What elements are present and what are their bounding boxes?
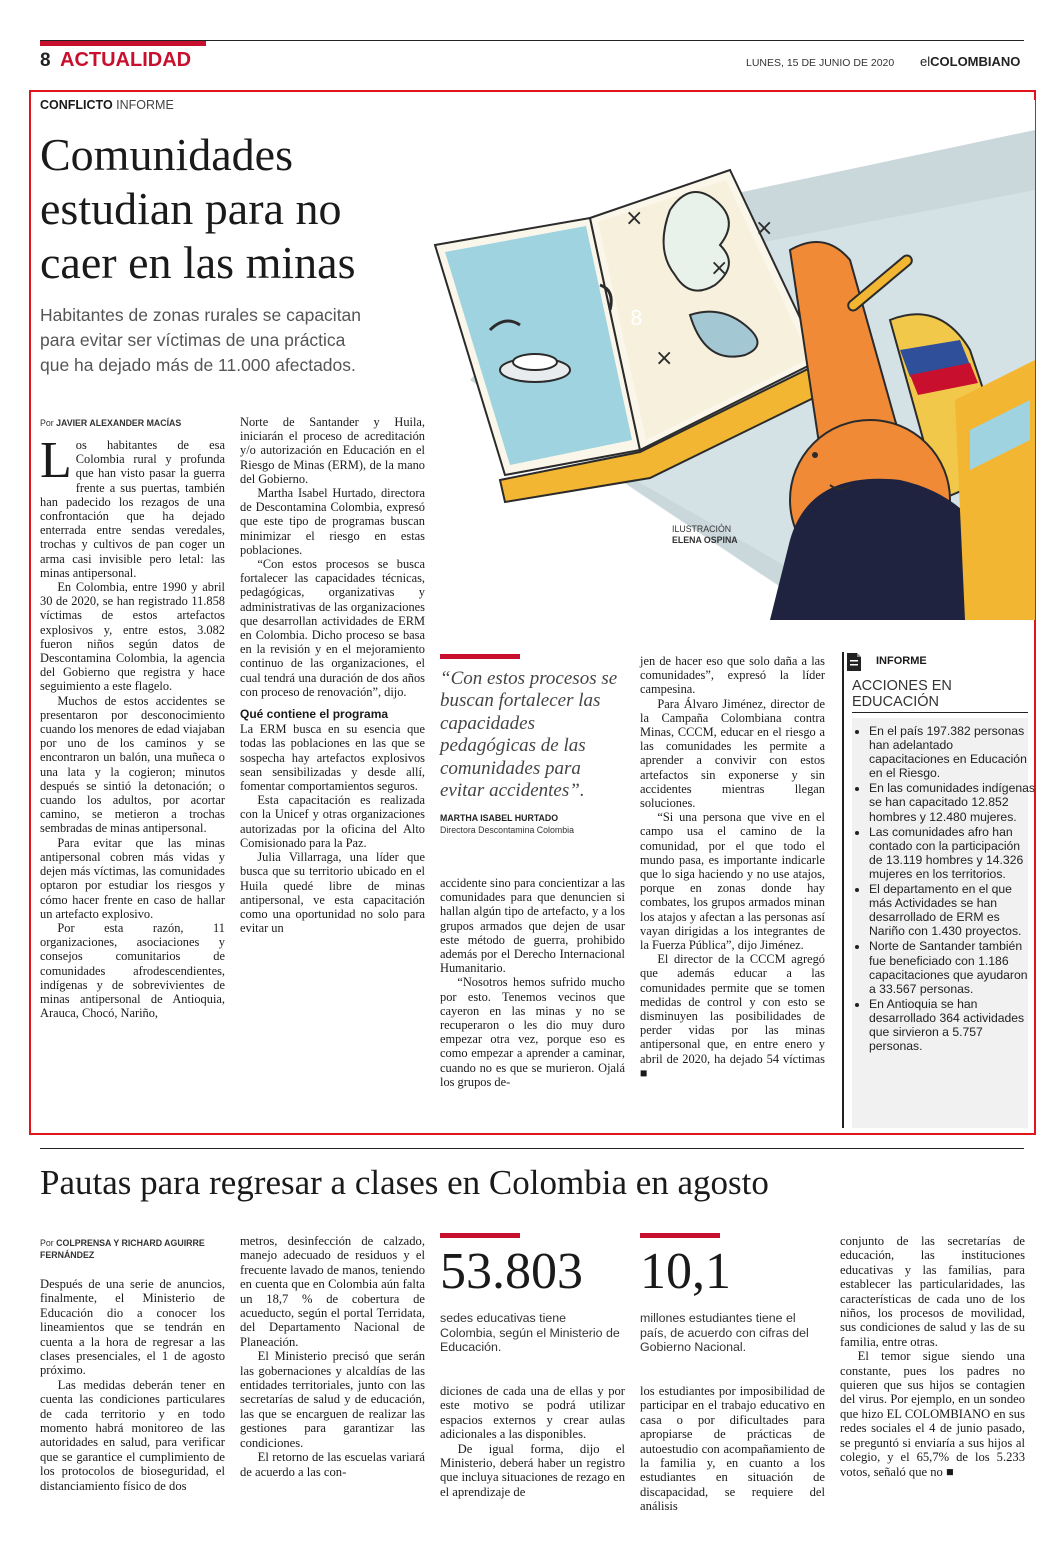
list-item: • En el país 197.382 personas han adelantado capacitaciones en Educación en el Riesgo. xyxy=(869,724,1035,780)
headline xyxy=(40,128,355,290)
illustration-credit-name: ELENA OSPINA xyxy=(672,535,738,545)
quote-role: Directora Descontamina Colombia xyxy=(440,825,574,835)
lead-paragraph xyxy=(40,432,225,580)
svg-text:×: × xyxy=(710,256,729,281)
section-divider-rule xyxy=(40,1148,1024,1149)
paragraph: La ERM busca en su esencia que todas las poblaciones en las que se sospecha hay artefactos explosivos sean sensibilizadas y desde allí, fomentar comportamientos seguros. xyxy=(240,722,425,794)
byline-author: COLPRENSA Y RICHARD AGUIRRE FERNÁNDEZ xyxy=(40,1238,205,1260)
infobox-title-line-2: EDUCACIÓN xyxy=(852,694,940,710)
paragraph: los estudiantes por imposibilidad de participar en el trabajo educativo en casa o por dificultades para apropiarse de prácticas de autoestudio con acompañamiento de la familia y, en cuanto a los estudiantes en situación de discapacidad, se requiere del análisis xyxy=(640,1384,825,1514)
stat1-accent-bar xyxy=(440,1233,520,1238)
paragraph: Norte de Santander y Huila, iniciarán el proceso de acreditación y/o autorización en Educación en el Riesgo de Minas (ERM), de la mano del Gobierno. xyxy=(240,415,425,486)
stat1-value: 53.803 xyxy=(440,1243,583,1300)
paragraph: Para evitar que las minas antipersonal cobren más vidas y dejen más víctimas, las comunidades optaron por estudiar los riesgos y cómo hacer frente en caso de hallar un artefacto explosivo. xyxy=(40,835,225,921)
infobox-label: INFORME xyxy=(876,655,927,667)
lead-paragraph-text: os habitantes de esa Colombia rural y profunda que han visto pasar la guerra frente a sus puertas, también han padecido los rezagos de una confrontación que ha dejado enterrada entre sendas veredales, trochas y cultivos de pan coger un arma casi invisible pero letal: las minas antipersonal. xyxy=(40,438,225,580)
paragraph: “Nosotros hemos sufrido mucho por esto. Tenemos vecinos que cayeron en las minas y no se recuperaron o les dio muy duro empezar otra vez, porque eso es como empezar a aprender a caminar, cuando no es que se murieron. Ojalá los grupos de- xyxy=(440,975,625,1089)
subhead: Qué contiene el programa xyxy=(240,707,389,722)
paragraph: metros, desinfección de calzado, manejo adecuado de residuos y el frecuente lavado de manos, teniendo en cuenta que en Colombia aún falta un 18,7 % de cobertura de acueducto, según el portal Terridata, del Departamento Nacional de Planeación. xyxy=(240,1234,425,1349)
svg-text:×: × xyxy=(755,216,774,241)
deck-line-2: para evitar ser víctimas de una práctica xyxy=(40,330,346,350)
paragraph: diciones de cada una de ellas y por este motivo se podrá utilizar espacios externos y crear aulas adicionales a las disponibles. xyxy=(440,1384,625,1442)
article2-column-1 xyxy=(40,1277,225,1493)
paragraph: Julia Villarraga, una líder que busca que su territorio ubicado en el Huila quedé libre de minas antipersonal, ve esta capacitación como una oportunidad no solo para evitar un xyxy=(240,850,425,936)
article2-column-5 xyxy=(840,1234,1025,1479)
stat2-caption: millones estudiantes tiene el país, de acuerdo con cifras del Gobierno Nacional. xyxy=(640,1311,809,1354)
deck-line-1: Habitantes de zonas rurales se capacitan xyxy=(40,305,362,325)
article1-column-1 xyxy=(40,432,225,1021)
infobox-title-line-1: ACCIONES EN xyxy=(852,678,952,694)
masthead-rule xyxy=(40,40,1024,41)
article2-column-3 xyxy=(440,1384,625,1499)
paragraph: El temor sigue siendo una constante, pues los padres no quieren que sus hijos se contagien del virus. Por ejemplo, en un sondeo que hizo EL COLOMBIANO en sus redes sociales el 4 de junio pasado, se preguntó si enviaría a sus hijos al colegio, y el 65,7% de los 5.233 votos, señaló que no ■ xyxy=(840,1349,1025,1479)
byline-prefix: Por xyxy=(40,418,54,428)
paragraph: Muchos de estos accidentes se presentaron por desconocimiento cuando los menores de edad viajaban por uno de los caminos y se encontraron un balón, una muñeca o una lata y la cogieron; minutos después se sintió la detonación; o cuando los adultos, por acortar camino, se metieron a trochas sembradas de minas antipersonal. xyxy=(40,693,225,836)
headline-line-3: caer en las minas xyxy=(40,237,356,288)
paragraph: El Ministerio precisó que serán las gobernaciones y alcaldías de las entidades territoriales, junto con las secretarías de salud y de educación, las que se encarguen de realizar las gestiones para garantizar las condiciones. xyxy=(240,1349,425,1450)
kicker-type: INFORME xyxy=(116,98,174,112)
brand-prefix: el xyxy=(920,54,931,69)
infobox-list xyxy=(858,724,1035,1054)
pull-quote: “Con estos procesos se buscan fortalecer las capacidades pedagógicas de las comunidades para evitar accidentes”. xyxy=(440,668,618,802)
paragraph: “Con estos procesos se busca fortalecer las capacidades técnicas, pedagógicas, organizativas y administrativas de las organizaciones que desarrollan actividades de ERM en Colombia. Dicho proceso se basa en la revisión y en el mejoramiento continuo de las organizaciones, el cual tendrá una duración de dos años con proceso de renovación”, dijo. xyxy=(240,557,425,699)
article2-headline: Pautas para regresar a clases en Colombia en agosto xyxy=(40,1163,769,1202)
headline-line-2: estudian para no xyxy=(40,183,342,234)
article1-column-3 xyxy=(440,876,625,1089)
paragraph: Esta capacitación es realizada con la Unicef y otras organizaciones autorizadas por la oficina del Alto Comisionado para la Paz. xyxy=(240,793,425,850)
stat2-accent-bar xyxy=(640,1233,720,1238)
paragraph: conjunto de las secretarías de educación, las instituciones educativas y las familias, para establecer las particularidades, las características de cada uno de los niños, los procesos de movilidad, sus condiciones de salud y las de su familia, entre otras. xyxy=(840,1234,1025,1349)
article2-column-2 xyxy=(240,1234,425,1479)
list-item: • El departamento en el que más Actividades se han desarrollado de ERM es Nariño con 1.430 proyectos. xyxy=(869,882,1035,938)
svg-text:×: × xyxy=(625,206,644,231)
paragraph: Después de una serie de anuncios, finalmente, el Ministerio de Educación dio a conocer los lineamientos que se tendrán en cuenta a la hora de regresar a las clases presenciales, el 1 de agosto próximo. xyxy=(40,1277,225,1378)
list-item: • Las comunidades afro han contado con la participación de 13.119 hombres y 14.326 mujeres en los territorios. xyxy=(869,825,1035,881)
article2-column-4 xyxy=(640,1384,825,1514)
stat2-value: 10,1 xyxy=(640,1243,731,1300)
byline-author: JAVIER ALEXANDER MACÍAS xyxy=(56,418,182,428)
infobox-side-rule xyxy=(842,652,844,1128)
kicker xyxy=(40,98,174,112)
brand-logo xyxy=(920,54,1020,69)
infobox xyxy=(842,652,1035,1128)
paragraph: El director de la CCCM agregó que además educar a las comunidades permite que se tomen medidas de control y con esto se disminuyen las posibilidades de perder vidas por las minas antipersonal que, en entre enero y abril de 2020, ha dejado 54 víctimas ■ xyxy=(640,952,825,1080)
paragraph: jen de hacer eso que solo daña a las comunidades”, expresó la líder campesina. xyxy=(640,654,825,697)
infobox-title-rule xyxy=(852,712,1028,713)
list-item: • Norte de Santander también fue beneficiado con 1.186 capacitaciones que ayudaron a 33.567 personas. xyxy=(869,939,1035,995)
issue-date: LUNES, 15 DE JUNIO DE 2020 xyxy=(746,57,895,69)
kicker-category: CONFLICTO xyxy=(40,98,113,112)
quote-accent-bar xyxy=(440,654,520,659)
svg-text:8: 8 xyxy=(630,306,643,330)
illustration-credit-label: ILUSTRACIÓN xyxy=(672,524,732,534)
dropcap: L xyxy=(40,432,72,489)
deck-line-3: que ha dejado más de 11.000 afectados. xyxy=(40,355,356,375)
article1-column-4 xyxy=(640,654,825,1080)
paragraph: “Si una persona que vive en el campo usa el camino de la comunidad, por el que todo el mundo pasa, es importante indicarle que lo siga haciendo y no use atajos, porque en zonas donde hay combates, los grupos armados minan los atajos y afectan a las personas así vayan dirigidas a los integrantes de la Fuerza Pública”, dijo Jiménez. xyxy=(640,810,825,953)
paragraph: Las medidas deberán tener en cuenta las condiciones particulares de cada territorio y en todo momento habrá monitoreo de las autoridades en salud, para verificar que se garantice el cumplimiento de los protocolos de bioseguridad, el distanciamiento físico de dos xyxy=(40,1377,225,1493)
paragraph: Para Álvaro Jiménez, director de la Campaña Colombiana contra Minas, CCCM, educar en el riesgo a las comunidades les permite a aprender a convivir con estos artefactos sin exponerse y sin accidentes mientras llegan soluciones. xyxy=(640,696,825,811)
stat1-caption: sedes educativas tiene Colombia, según el Ministerio de Educación. xyxy=(440,1311,620,1354)
brand-name: COLOMBIANO xyxy=(930,54,1021,69)
document-icon xyxy=(846,652,862,672)
headline-line-1: Comunidades xyxy=(40,129,293,180)
paragraph: En Colombia, entre 1990 y abril 30 de 2020, se han registrado 11.858 víctimas de estos artefactos explosivos y, entre estos, 3.082 fueron niños según datos de Descontamina Colombia, la agencia del Gobierno que registra y hace seguimiento a este flagelo. xyxy=(40,580,225,694)
paragraph: El retorno de las escuelas variará de acuerdo a las con- xyxy=(240,1450,425,1479)
section-title: ACTUALIDAD xyxy=(60,49,192,71)
svg-text:×: × xyxy=(655,346,674,371)
page-number: 8 xyxy=(40,50,51,71)
paragraph: accidente sino para concientizar a las comunidades para que denuncien si hallan algún tipo de artefacto, y a los grupos armados que dejen de usar este método de guerra, prohibido además por el Derecho Internacional Humanitario. xyxy=(440,876,625,976)
infobox-title xyxy=(852,678,952,710)
deck xyxy=(40,303,361,378)
paragraph: De igual forma, dijo el Ministerio, deberá haber un registro que incluya situaciones de rezago en el aprendizaje de xyxy=(440,1441,625,1499)
quote-author: MARTHA ISABEL HURTADO xyxy=(440,813,559,823)
paragraph: Martha Isabel Hurtado, directora de Descontamina Colombia, expresó que este tipo de programas buscan minimizar el riesgo en estas poblaciones. xyxy=(240,486,425,557)
byline xyxy=(40,418,181,428)
paragraph: Por esta razón, 11 organizaciones, asociaciones y consejos comunitarios de comunidades afrodescendientes, indígenas y de sobrevivientes de minas antipersonal de Antioquia, Arauca, Chocó, Nariño, xyxy=(40,920,225,1021)
article1-column-2 xyxy=(240,415,425,935)
illustration-credit xyxy=(672,524,738,546)
byline-prefix: Por xyxy=(40,1238,54,1248)
article2-byline xyxy=(40,1237,225,1261)
list-item: • En las comunidades indígenas se han capacitado 12.852 hombres y 12.480 mujeres. xyxy=(869,781,1035,823)
list-item: • En Antioquia se han desarrollado 364 actividades que sirvieron a 5.757 personas. xyxy=(869,997,1035,1053)
